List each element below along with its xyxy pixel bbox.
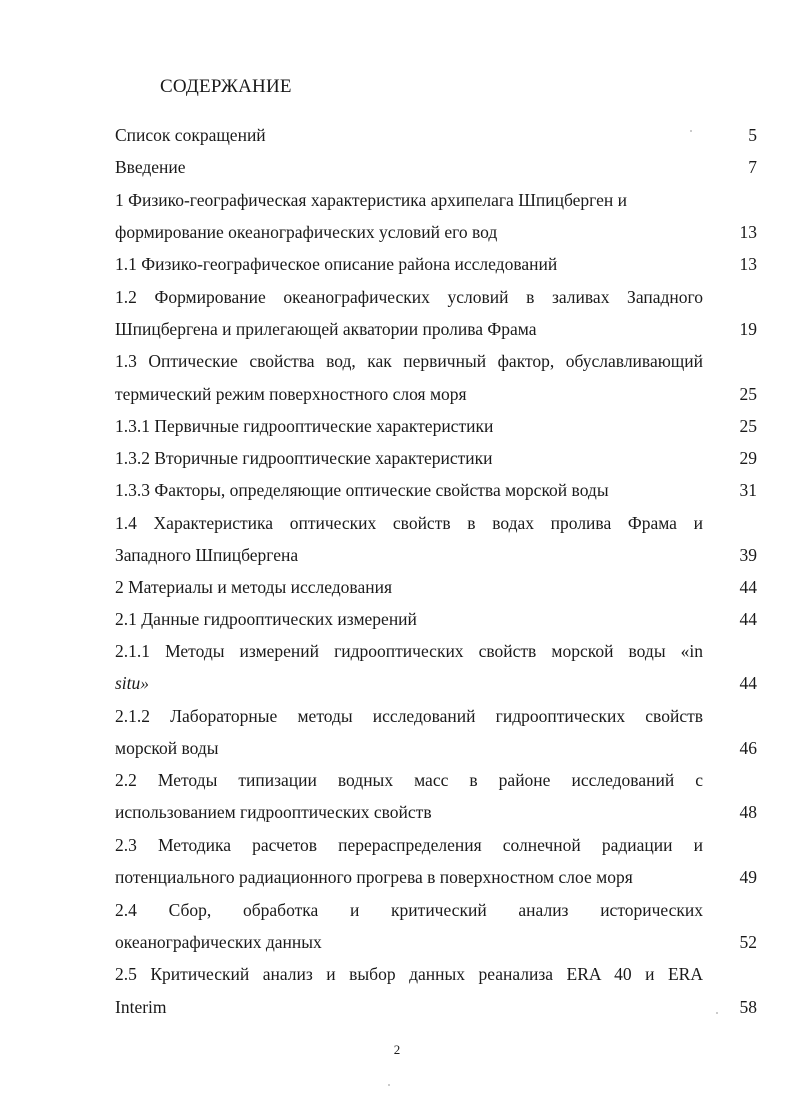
toc-entry-text: 1.3.2 Вторичные гидрооптические характеристики: [115, 448, 493, 468]
toc-page-number: 46: [739, 738, 757, 758]
toc-line: [115, 963, 757, 985]
toc-line: [115, 899, 757, 921]
toc-page-number: 5: [748, 125, 757, 145]
toc-entry-text: 1.3.3 Факторы, определяющие оптические свойства морской воды: [115, 480, 609, 500]
toc-entry-text: формирование океанографических условий его вод: [115, 222, 498, 242]
toc-line: [115, 544, 757, 566]
toc-entry-text: 1.4 Характеристика оптических свойств в водах пролива Фрама и: [115, 513, 703, 533]
toc-entry-text: 2.1.1 Методы измерений гидрооптических свойств морской воды «in: [115, 641, 703, 661]
toc-page-number: 49: [739, 867, 757, 887]
toc-line: [115, 705, 757, 727]
toc-entry-text: Список сокращений: [115, 125, 266, 145]
toc-entry-text: термический режим поверхностного слоя моря: [115, 384, 467, 404]
toc-page-number: 29: [739, 448, 757, 468]
scan-speck: [388, 1084, 390, 1086]
toc-line: [115, 996, 757, 1018]
toc-entry-text: потенциального радиационного прогрева в поверхностном слое моря: [115, 867, 633, 887]
toc-entry-text: 1 Физико-географическая характеристика архипелага Шпицберген и: [115, 190, 627, 210]
toc-page-number: 44: [739, 577, 757, 597]
toc-line: [115, 415, 757, 437]
toc-entry-text: Введение: [115, 157, 186, 177]
toc-entry-text: использованием гидрооптических свойств: [115, 802, 432, 822]
toc-page-number: 25: [739, 416, 757, 436]
toc-entry-text: 2.3 Методика расчетов перераспределения солнечной радиации и: [115, 835, 703, 855]
page-number: 2: [393, 1042, 401, 1057]
toc-entry-text: Западного Шпицбергена: [115, 545, 299, 565]
toc-line: [115, 447, 757, 469]
toc-page-number: 52: [739, 932, 757, 952]
toc-entry-text: 2.1 Данные гидрооптических измерений: [115, 609, 417, 629]
toc-entry-text: океанографических данных: [115, 932, 322, 952]
toc-page-number: 44: [739, 609, 757, 629]
toc-page-number: 7: [748, 157, 757, 177]
toc-line: [115, 769, 757, 791]
toc-entry-text: Interim: [115, 997, 167, 1017]
toc-entry-text: situ»: [115, 673, 150, 693]
toc-page-number: 44: [739, 673, 757, 693]
toc-page-number: 48: [739, 802, 757, 822]
toc-entry-text: 1.3.1 Первичные гидрооптические характеристики: [115, 416, 494, 436]
toc-line: [115, 479, 757, 501]
toc-entry-text: 2 Материалы и методы исследования: [115, 577, 393, 597]
toc-page-number: 13: [739, 222, 757, 242]
toc-line: [115, 576, 757, 598]
toc-line: [115, 801, 757, 823]
toc-entry-text: 2.4 Сбор, обработка и критический анализ исторических: [115, 900, 703, 920]
toc-line: [115, 512, 757, 534]
toc-line: [115, 350, 757, 372]
toc-entry-text: 2.5 Критический анализ и выбор данных реанализа ERA 40 и ERA: [115, 964, 703, 984]
toc-line: [115, 640, 757, 662]
toc-line: [115, 156, 757, 178]
toc-line: [115, 124, 757, 146]
toc-line: [115, 286, 757, 308]
toc-entry-text: 1.1 Физико-географическое описание района исследований: [115, 254, 558, 274]
toc-entry-text: Шпицбергена и прилегающей акватории пролива Фрама: [115, 319, 537, 339]
toc-line: [115, 672, 757, 694]
scan-speck: [716, 1012, 718, 1014]
toc-page-number: 19: [739, 319, 757, 339]
toc-entry-text: морской воды: [115, 738, 219, 758]
toc-line: [115, 737, 757, 759]
toc-page-number: 58: [739, 997, 757, 1017]
toc-line: [115, 866, 757, 888]
toc-entry-text: 2.1.2 Лабораторные методы исследований гидрооптических свойств: [115, 706, 703, 726]
toc-page-number: 25: [739, 384, 757, 404]
toc-line: [115, 383, 757, 405]
toc-page-number: 31: [739, 480, 757, 500]
toc-line: [115, 221, 757, 243]
toc-entry-text: 1.3 Оптические свойства вод, как первичный фактор, обуславливающий: [115, 351, 703, 371]
scan-speck: [690, 130, 692, 132]
toc-line: [115, 189, 757, 211]
toc-line: [115, 608, 757, 630]
toc-line: [115, 253, 757, 275]
toc-line: [115, 318, 757, 340]
toc-entry-text: 2.2 Методы типизации водных масс в районе исследований с: [115, 770, 703, 790]
toc-page-number: 39: [739, 545, 757, 565]
toc-page-number: 13: [739, 254, 757, 274]
toc-line: [115, 834, 757, 856]
toc-title: СОДЕРЖАНИЕ: [160, 76, 292, 97]
toc-line: [115, 931, 757, 953]
toc-entry-text: 1.2 Формирование океанографических условий в заливах Западного: [115, 287, 703, 307]
